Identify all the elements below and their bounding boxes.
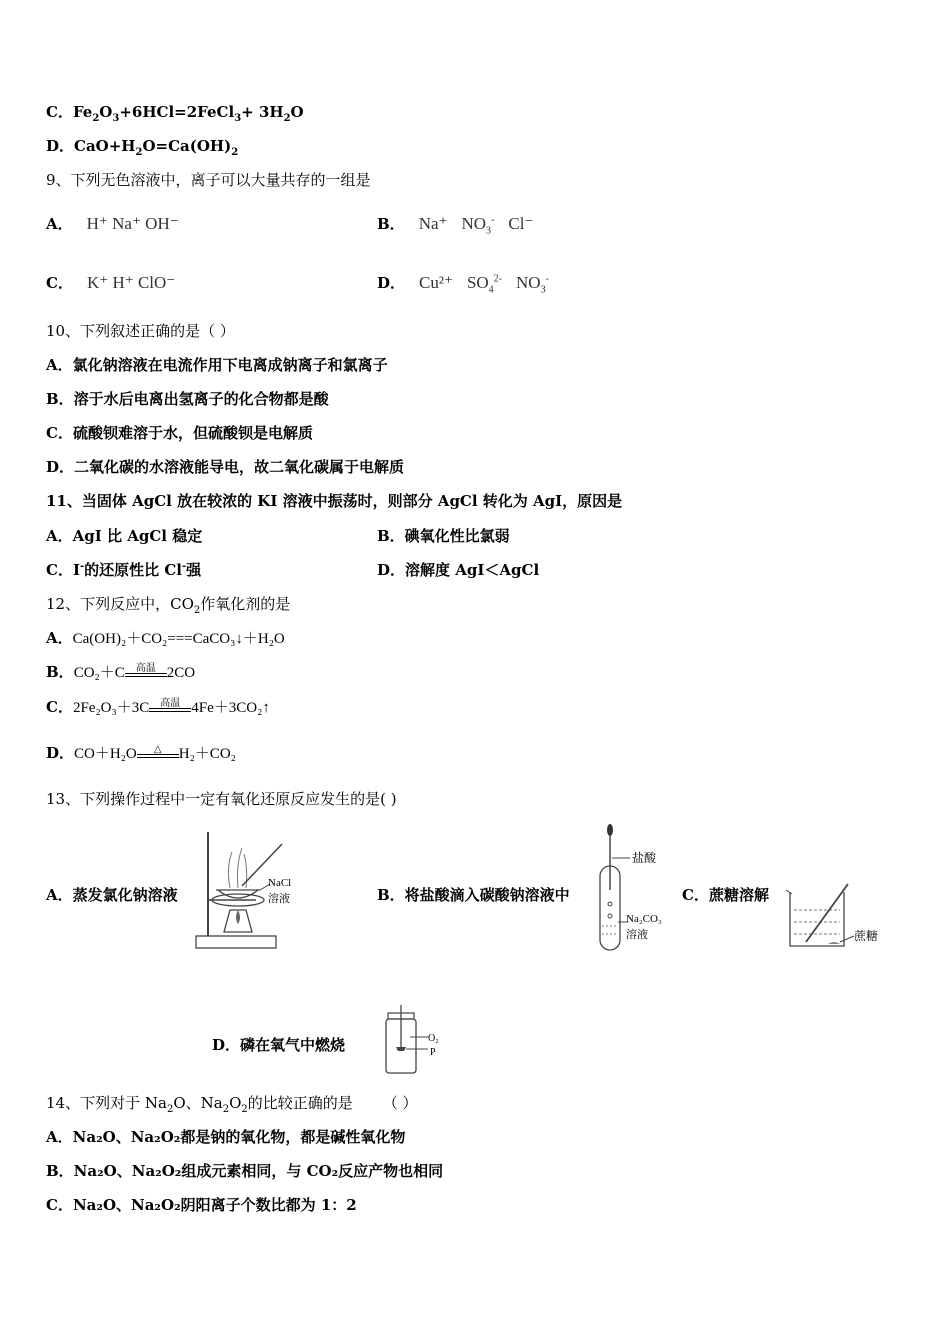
gas-jar-phosphorus-figure: [382, 1003, 452, 1077]
q8-option-d: D．$CaO+H_2O=Ca(OH)_2$: [46, 137, 239, 158]
q11-option-a: A．AgI 比 AgCl 稳定: [46, 527, 203, 545]
evaporation-apparatus-figure: [190, 828, 310, 953]
reaction-condition-arrow: △: [137, 744, 179, 764]
q12-option-a: A．Ca(OH)₂＋CO₂===CaCO₃↓＋H₂O: [46, 629, 285, 647]
q10-option-d: D．二氧化碳的水溶液能导电，故二氧化碳属于电解质: [46, 458, 405, 476]
q10-option-a: A．氯化钠溶液在电流作用下电离成钠离子和氯离子: [46, 356, 388, 374]
q11-option-b: B．碘氧化性比氯弱: [377, 527, 510, 545]
q10-option-c: C．硫酸钡难溶于水，但硫酸钡是电解质: [46, 424, 313, 442]
q13-option-a: A．蒸发氯化钠溶液: [46, 886, 178, 904]
q13-stem: 13、下列操作过程中一定有氧化还原反应发生的是( ): [46, 790, 397, 808]
q13-option-b: B．将盐酸滴入碳酸钠溶液中: [377, 886, 570, 904]
hcl-label: 盐酸: [632, 851, 657, 865]
na2co3-label: Na₂CO₃: [626, 913, 662, 925]
q14-option-b: B．Na₂O、Na₂O₂组成元素相同，与 CO₂反应产物也相同: [46, 1162, 444, 1180]
oxygen-label: O₂: [428, 1033, 439, 1044]
sugar-label: 蔗糖: [854, 929, 879, 943]
q9-option-a: A． H⁺ Na⁺ OH⁻: [46, 214, 179, 233]
solution-label: 溶液: [268, 893, 290, 905]
q12-stem: 12、下列反应中，$CO_2$作氧化剂的是: [46, 595, 291, 616]
q9-stem: 9、下列无色溶液中，离子可以大量共存的一组是: [46, 171, 371, 189]
solution-label: 溶液: [626, 928, 648, 941]
q14-stem: 14、下列对于 $Na_2O$、$Na_2O_2$的比较正确的是 （ ）: [46, 1094, 418, 1115]
nacl-label: NaCl: [268, 877, 292, 889]
q10-option-b: B．溶于水后电离出氢离子的化合物都是酸: [46, 390, 329, 408]
q9-option-b: B． Na⁺ $NO_3^-$ Cl⁻: [377, 214, 534, 237]
q13-option-d: D．磷在氧气中燃烧: [212, 1036, 346, 1054]
reaction-condition-arrow: 高温: [149, 698, 191, 718]
beaker-sugar-figure: [784, 880, 884, 952]
phosphorus-label: P: [430, 1047, 436, 1058]
q11-stem: 11、当固体 AgCl 放在较浓的 KI 溶液中振荡时，则部分 AgCl 转化为 AgI，原因是: [46, 492, 623, 510]
q9-option-c: C． K⁺ H⁺ ClO⁻: [46, 273, 176, 292]
q11-option-d: D．溶解度 AgI＜AgCl: [377, 561, 540, 579]
q12-option-d: D．CO＋H₂O △ H₂＋CO₂: [46, 744, 236, 762]
test-tube-dropper-figure: [596, 822, 676, 954]
q14-option-c: C．Na₂O、Na₂O₂阴阳离子个数比都为 1：2: [46, 1196, 357, 1214]
q14-option-a: A．Na₂O、Na₂O₂都是钠的氧化物，都是碱性氧化物: [46, 1128, 406, 1146]
q8-option-c: C．$Fe_2O_3+6HCl=2FeCl_3+ 3H_2O$: [46, 103, 304, 124]
q12-option-c: C．2Fe₂O₃＋3C 高温 4Fe＋3CO₂↑: [46, 698, 270, 716]
reaction-condition-arrow: 高温: [125, 663, 167, 683]
q12-option-b: B．CO₂＋C 高温 2CO: [46, 663, 196, 681]
q10-stem: 10、下列叙述正确的是（ ）: [46, 322, 235, 340]
q13-option-c: C．蔗糖溶解: [682, 886, 769, 904]
q11-option-c: C．I-的还原性比 Cl-强: [46, 561, 202, 579]
q9-option-d: D． Cu²⁺ $SO_4^{2-}$ $NO_3^-$: [377, 273, 549, 296]
